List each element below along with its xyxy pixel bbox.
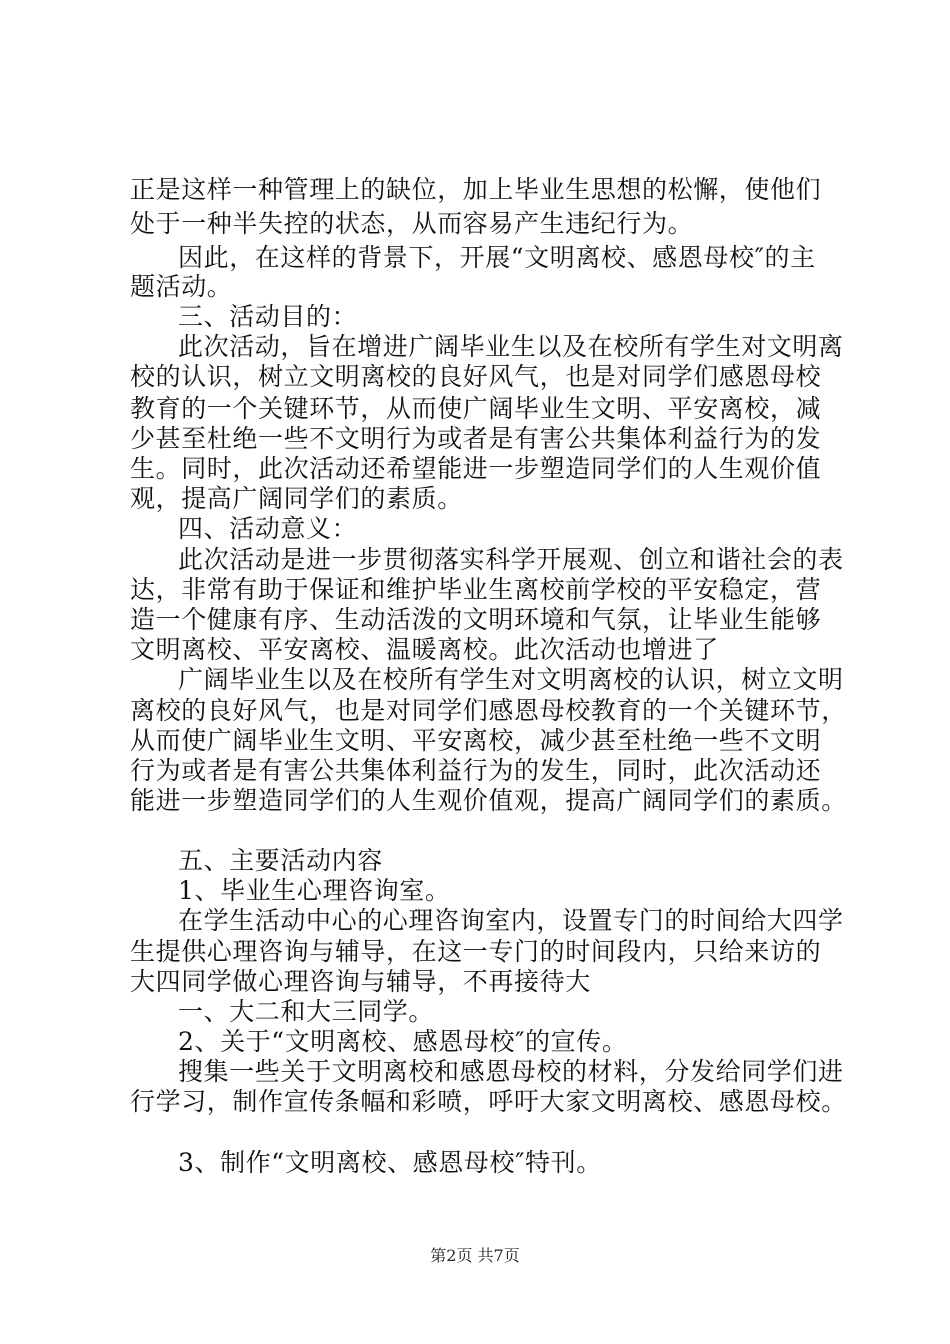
text-line: 少甚至杜绝一些不文明行为或者是有害公共集体利益行为的发 xyxy=(130,424,822,453)
text-line: 校的认识，树立文明离校的良好风气，也是对同学们感恩母校 xyxy=(130,362,822,391)
text-line: 此次活动是进一步贯彻落实科学开展观、创立和谐社会的表 xyxy=(178,545,844,574)
text-line: 大四同学做心理咨询与辅导，不再接待大 xyxy=(130,967,591,996)
text-line: 因此，在这样的背景下，开展“文明离校、感恩母校″的主 xyxy=(178,243,816,272)
text-line: 行为或者是有害公共集体利益行为的发生，同时，此次活动还 xyxy=(130,756,822,785)
text-line: 达，非常有助于保证和维护毕业生离校前学校的平安稳定，营 xyxy=(130,575,822,604)
section-heading: 四、活动意义： xyxy=(178,514,358,543)
text-line: 教育的一个关键环节，从而使广阔毕业生文明、平安离校，减 xyxy=(130,394,822,423)
text-line: 行学习，制作宣传条幅和彩喷，呼吁大家文明离校、感恩母校。 xyxy=(130,1087,847,1116)
page-footer: 第2页 共7页 xyxy=(430,1246,520,1265)
text-line: 生提供心理咨询与辅导，在这一专门的时间段内，只给来访的 xyxy=(130,937,822,966)
text-line: 观，提高广阔同学们的素质。 xyxy=(130,484,463,513)
text-line: 能进一步塑造同学们的人生观价值观，提高广阔同学们的素质。 xyxy=(130,786,847,815)
text-line: 文明离校、平安离校、温暖离校。此次活动也增进了 xyxy=(130,635,719,664)
text-line: 正是这样一种管理上的缺位，加上毕业生思想的松懈，使他们 xyxy=(130,175,822,204)
text-line: 处于一种半失控的状态，从而容易产生违纪行为。 xyxy=(130,209,694,238)
text-line: 题活动。 xyxy=(130,272,233,301)
text-line: 离校的良好风气，也是对同学们感恩母校教育的一个关键环节， xyxy=(130,696,847,725)
text-line: 从而使广阔毕业生文明、平安离校，减少甚至杜绝一些不文明 xyxy=(130,726,822,755)
text-line: 在学生活动中心的心理咨询室内，设置专门的时间给大四学 xyxy=(178,906,844,935)
text-line: 一、大二和大三同学。 xyxy=(178,997,435,1026)
text-line: 搜集一些关于文明离校和感恩母校的材料，分发给同学们进 xyxy=(178,1057,844,1086)
text-line: 广阔毕业生以及在校所有学生对文明离校的认识，树立文明 xyxy=(178,665,844,694)
section-heading: 三、活动目的： xyxy=(178,302,358,331)
text-line: 生。同时，此次活动还希望能进一步塑造同学们的人生观价值 xyxy=(130,454,822,483)
text-line: 造一个健康有序、生动活泼的文明环境和气氛，让毕业生能够 xyxy=(130,605,822,634)
list-item: 1、毕业生心理咨询室。 xyxy=(178,876,451,905)
section-heading: 五、主要活动内容 xyxy=(178,846,383,875)
text-line: 此次活动，旨在增进广阔毕业生以及在校所有学生对文明离 xyxy=(178,332,844,361)
list-item: 3、制作“文明离校、感恩母校″特刊。 xyxy=(178,1148,602,1177)
list-item: 2、关于“文明离校、感恩母校″的宣传。 xyxy=(178,1027,628,1056)
